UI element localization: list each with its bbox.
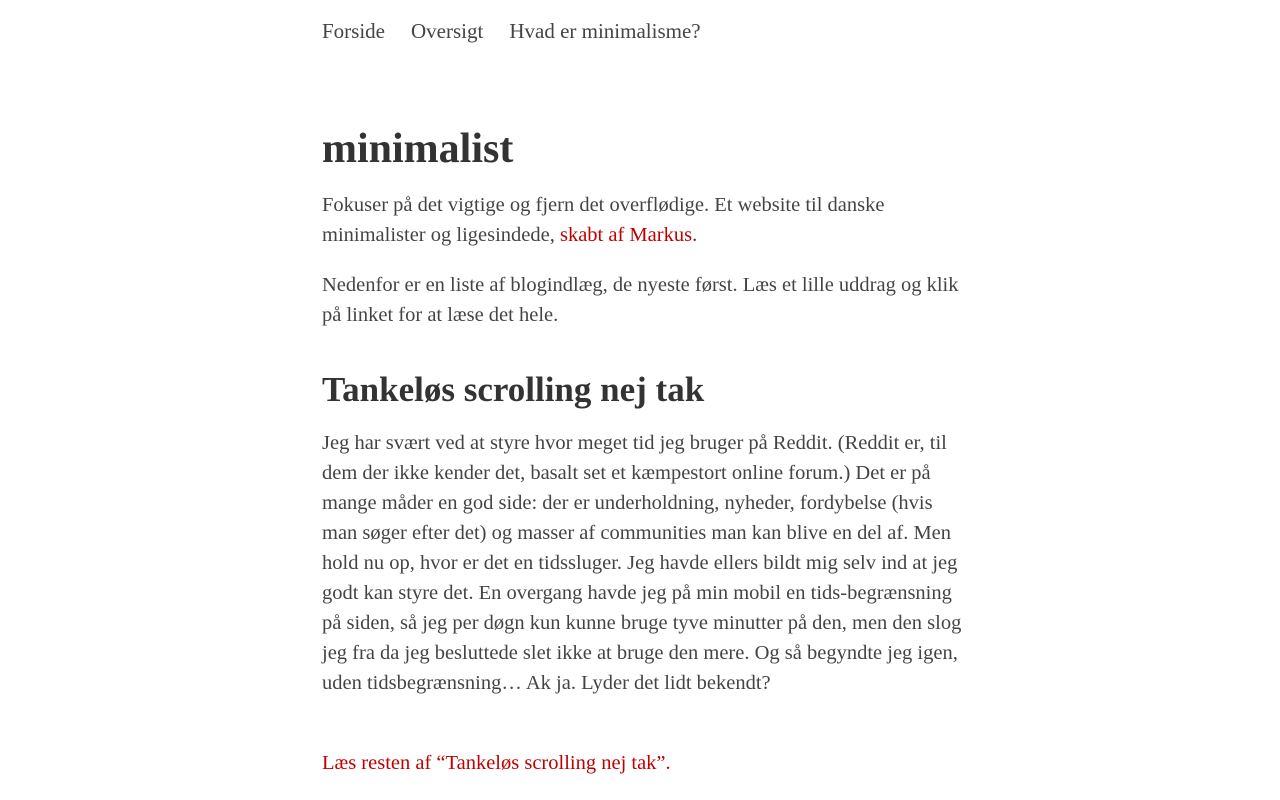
- intro-text: Fokuser på det vigtige og fjern det overflødige. Et website til danske minimalister og ligesindede,: [322, 194, 885, 246]
- post-title[interactable]: [322, 366, 704, 414]
- intro-paragraph-2: Nedenfor er en liste af blogindlæg, de nyeste først. Læs et lille uddrag og klik på linket for at læse det hele.: [322, 274, 959, 326]
- read-more-paragraph: [322, 748, 962, 778]
- intro-paragraph: [322, 190, 962, 250]
- nav-link-forside[interactable]: Forside: [322, 19, 385, 43]
- nav-link-oversigt[interactable]: Oversigt: [411, 19, 484, 43]
- post-excerpt: Jeg har svært ved at styre hvor meget tid jeg bruger på Reddit. (Reddit er, til dem der ikke kender det, basalt set et kæmpestort online forum.) Det er på mange måder en god side: der er underholdning, nyheder, fordybelse (hvis man søger efter det) og masser af communities man kan blive en del af. Men hold nu op, hvor er det en tidssluger. Jeg havde ellers bildt mig selv ind at jeg godt kan styre det. En overgang havde jeg på min mobil en tids-begrænsning på siden, så jeg per døgn kun kunne bruge tyve minutter på den, men den slog jeg fra da jeg besluttede slet ikke at bruge den mere. Og så begyndte jeg igen, uden tidsbegrænsning… Ak ja. Lyder det lidt bekendt?: [322, 432, 962, 694]
- post-title-text[interactable]: Tankeløs scrolling nej tak: [322, 370, 705, 409]
- read-more-link[interactable]: Læs resten af “Tankeløs scrolling nej tak”.: [322, 752, 671, 774]
- author-link[interactable]: skabt af Markus: [559, 224, 693, 246]
- site-title: minimalist: [322, 126, 514, 172]
- nav-link-hvad-er-minimalisme[interactable]: Hvad er minimalisme?: [509, 19, 701, 43]
- top-navigation: [322, 19, 727, 44]
- intro-end: .: [692, 224, 698, 246]
